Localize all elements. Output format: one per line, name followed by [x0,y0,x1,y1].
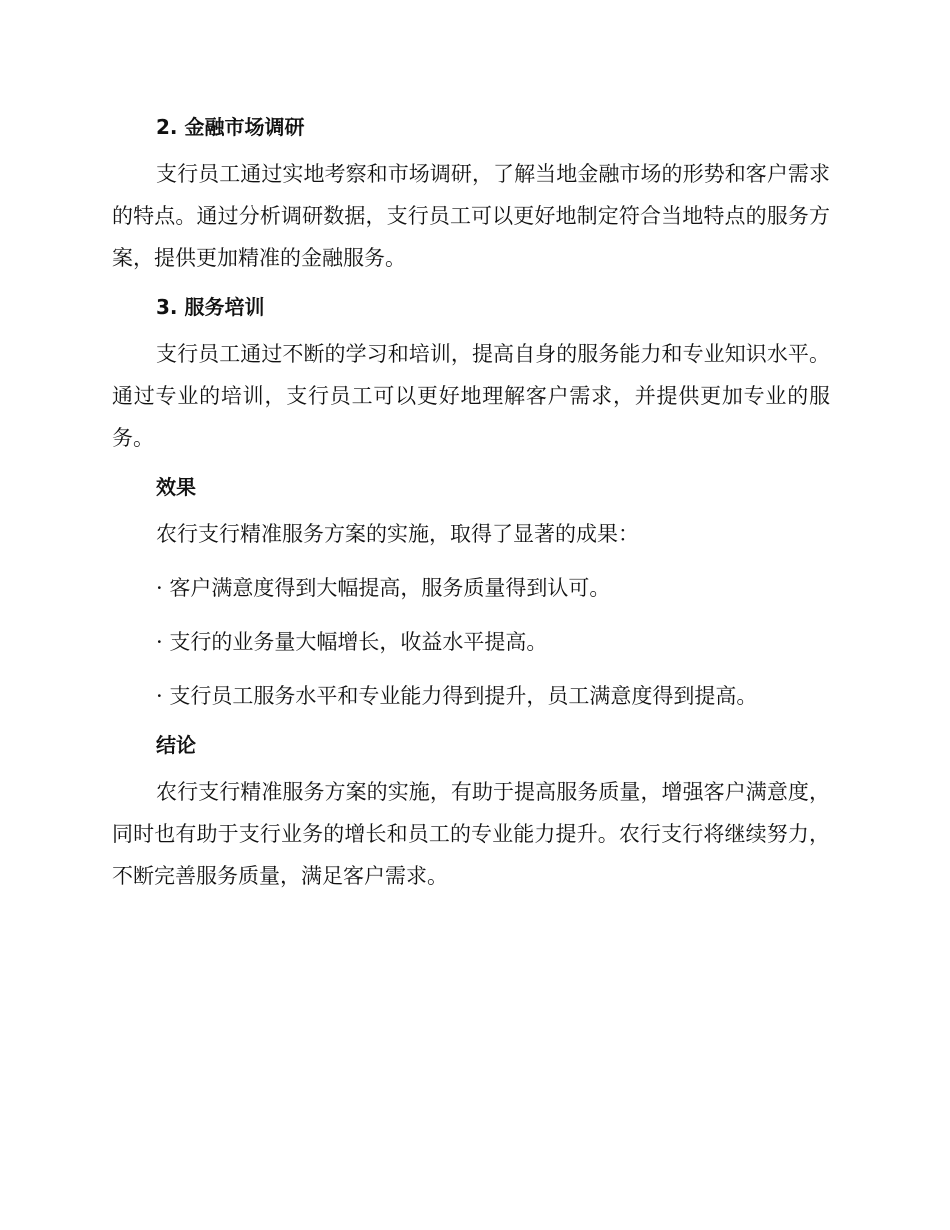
paragraph-market-research: 支行员工通过实地考察和市场调研，了解当地金融市场的形势和客户需求的特点。通过分析调研数据，支行员工可以更好地制定符合当地特点的服务方案，提供更加精准的金融服务。 [112,162,830,270]
section-heading-effects: 效果 [156,475,196,499]
section-heading-training: 3. 服务培训 [156,295,265,319]
paragraph-effects-intro: 农行支行精准服务方案的实施，取得了显著的成果： [156,522,639,546]
section-heading-conclusion: 结论 [156,733,196,757]
list-item: · 客户满意度得到大幅提高，服务质量得到认可。 [156,576,611,600]
list-item: · 支行员工服务水平和专业能力得到提升，员工满意度得到提高。 [156,684,758,708]
paragraph-conclusion: 农行支行精准服务方案的实施，有助于提高服务质量，增强客户满意度，同时也有助于支行业务的增长和员工的专业能力提升。农行支行将继续努力，不断完善服务质量，满足客户需求。 [112,780,830,888]
section-heading-market-research: 2. 金融市场调研 [156,115,305,139]
list-item: · 支行的业务量大幅增长，收益水平提高。 [156,630,548,654]
paragraph-training: 支行员工通过不断的学习和培训，提高自身的服务能力和专业知识水平。通过专业的培训，支行员工可以更好地理解客户需求，并提供更加专业的服务。 [112,342,830,450]
